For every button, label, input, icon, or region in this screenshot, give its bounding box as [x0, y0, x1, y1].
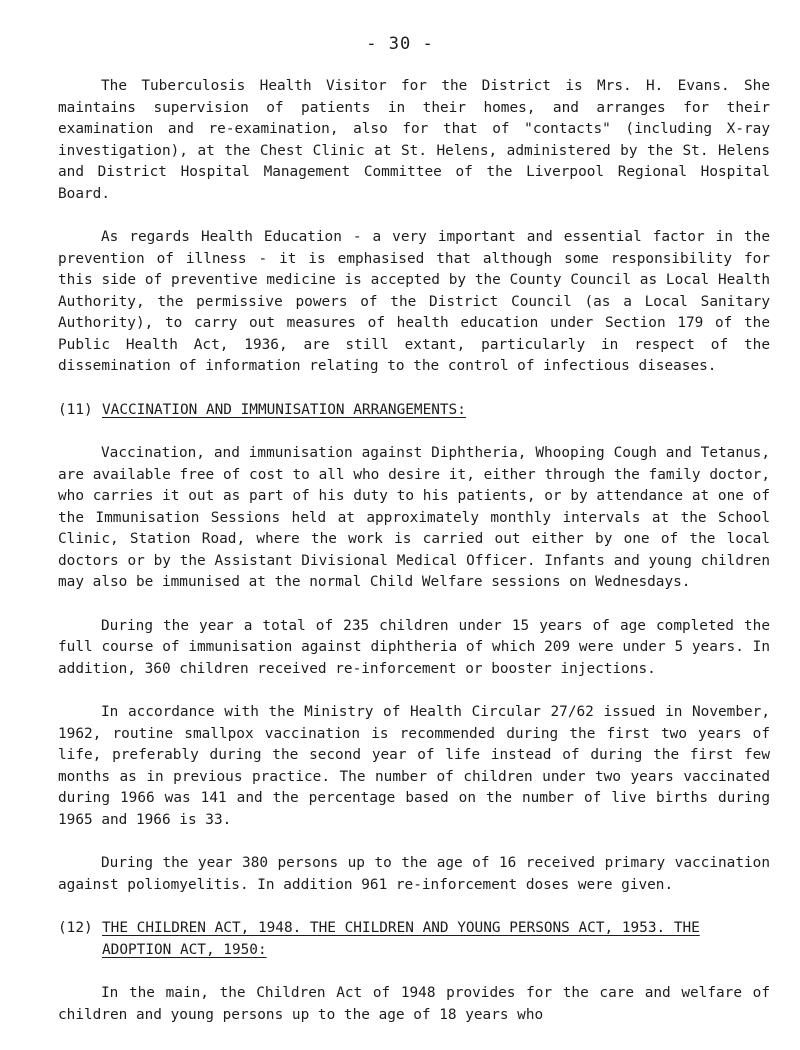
paragraph-health-education: As regards Health Education - a very important and essential factor in the prevention of illness - it is emphasised that although some responsibility for this side of preventive medicine is accepted by the County Council as Local Health Authority, the permissive powers of the District Council (as a Local Sanitary Authority), to carry out measures of health education under Section 179 of the Public Health Act, 1936, are still extant, particularly in respect of the dissemination of information relating to the control of infectious diseases. — [58, 229, 770, 374]
section-heading-children-act — [58, 918, 770, 961]
section-title: THE CHILDREN ACT, 1948. THE CHILDREN AND YOUNG PERSONS ACT, 1953. THE ADOPTION ACT, 1950: — [102, 920, 700, 958]
paragraph-children-act: In the main, the Children Act of 1948 provides for the care and welfare of children and young persons up to the age of 18 years who — [58, 985, 770, 1023]
paragraph-smallpox-vaccination: In accordance with the Ministry of Health Circular 27/62 issued in November, 1962, routine smallpox vaccination is recommended during the first two years of life, preferably during the second year of life instead of during the first few months as in previous practice. The number of children under two years vaccinated during 1966 was 141 and the percentage based on the number of live births during 1965 and 1966 is 33. — [58, 704, 770, 828]
section-number: (11) — [58, 401, 93, 418]
paragraph-tuberculosis-visitor: The Tuberculosis Health Visitor for the District is Mrs. H. Evans. She maintains supervision of patients in their homes, and arranges for their examination and re-examination, also for that of "contacts" (including X-ray investigation), at the Chest Clinic at St. Helens, administered by the St. Helens and District Hospital Management Committee of the Liverpool Regional Hospital Board. — [58, 78, 770, 202]
paragraph-vaccination-availability: Vaccination, and immunisation against Diphtheria, Whooping Cough and Tetanus, are available free of cost to all who desire it, either through the family doctor, who carries it out as part of his duty to his patients, or by attendance at one of the Immunisation Sessions held at approximately monthly intervals at the School Clinic, Station Road, where the work is carried out either by one of the local doctors or by the Assistant Divisional Medical Officer. Infants and young children may also be immunised at the normal Child Welfare sessions on Wednesdays. — [58, 445, 770, 590]
paragraph-diphtheria-totals: During the year a total of 235 children under 15 years of age completed the full course of immunisation against diphtheria of which 209 were under 5 years. In addition, 360 children received re-inforcement or booster injections. — [58, 617, 770, 677]
section-number: (12) — [58, 920, 93, 936]
section-title: VACCINATION AND IMMUNISATION ARRANGEMENTS: — [102, 401, 466, 418]
paragraph-poliomyelitis: During the year 380 persons up to the age of 16 received primary vaccination against poliomyelitis. In addition 961 re-inforcement doses were given. — [58, 855, 770, 893]
document-body — [58, 76, 770, 1026]
section-heading-vaccination — [58, 400, 770, 422]
page-number: - 30 - — [366, 34, 434, 54]
